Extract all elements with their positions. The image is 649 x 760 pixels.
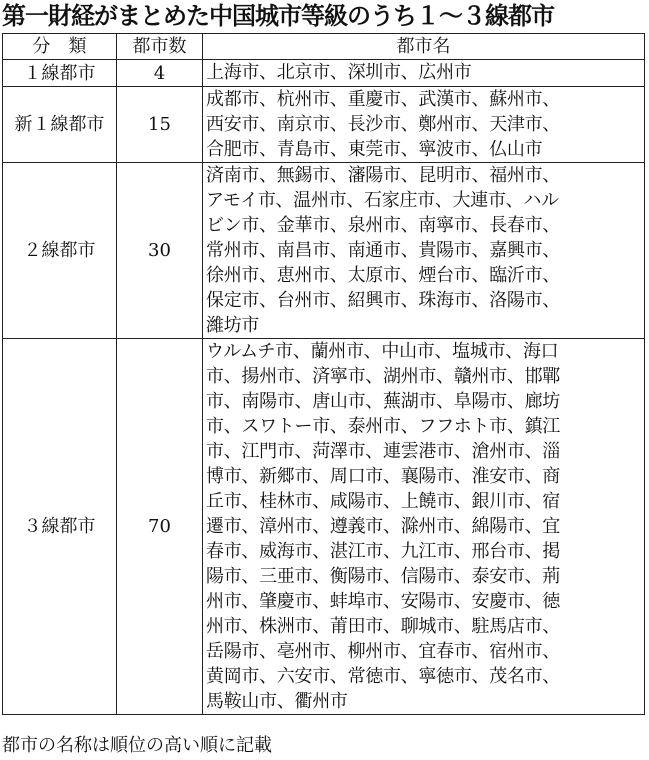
header-category: 分 類 bbox=[3, 34, 117, 60]
category-cell: 新１線都市 bbox=[3, 87, 117, 163]
cities-text: ウルムチ市、蘭州市、中山市、塩城市、海口 市、揚州市、済寧市、湖州市、贛州市、邯鄲 市、南陽市、唐山市、蕪湖市、阜陽市、廊坊 市、スワトー市、泰州市、フフホト市、鎮江 市、江門市、菏澤市、連雲港市、滄州市、淄 博市、新郷市、周口市、襄陽市、淮安市、商 丘市、桂林市、咸陽市、上饒市、銀川市、宿 遷市、漳州市、遵義市、滁州市、綿陽市、宜 春市、威海市、湛江市、九江市、邢台市、掲 陽市、三亜市、衡陽市、信陽市、泰安市、荊 州市、肇慶市、蚌埠市、安陽市、安慶市、徳 州市、株洲市、莆田市、聊城市、駐馬店市、 岳陽市、亳州市、柳州市、宜春市、宿州市、 黄岡市、六安市、常徳市、寧徳市、茂名市、 馬鞍山市、衢州市 bbox=[206, 341, 560, 712]
table-row-tier1 bbox=[3, 60, 645, 87]
cities-text: 上海市、北京市、深圳市、広州市 bbox=[206, 62, 472, 83]
category-cell: ２線都市 bbox=[3, 163, 117, 339]
count-cell: 30 bbox=[117, 163, 203, 339]
cities-cell bbox=[203, 339, 645, 715]
cities-cell bbox=[203, 163, 645, 339]
count-cell: 70 bbox=[117, 339, 203, 715]
table-row-new-tier1 bbox=[3, 87, 645, 163]
table-row-tier2 bbox=[3, 163, 645, 339]
header-city-names: 都市名 bbox=[203, 34, 645, 60]
count-cell: 15 bbox=[117, 87, 203, 163]
page-title: 第一財経がまとめた中国城市等級のうち１～３線都市 bbox=[2, 2, 554, 30]
cities-text: 成都市、杭州市、重慶市、武漢市、蘇州市、 西安市、南京市、長沙市、鄭州市、天津市、 合肥市、青島市、東莞市、寧波市、仏山市 bbox=[206, 89, 560, 160]
cities-cell bbox=[203, 87, 645, 163]
header-city-count: 都市数 bbox=[117, 34, 203, 60]
cities-text: 済南市、無錫市、瀋陽市、昆明市、福州市、 アモイ市、温州市、石家庄市、大連市、ハル ビン市、金華市、泉州市、南寧市、長春市、 常州市、南昌市、南通市、貴陽市、嘉興市、 徐州市、恵州市、太原市、煙台市、臨沂市、 保定市、台州市、紹興市、珠海市、洛陽市、 濰坊市 bbox=[206, 165, 560, 336]
city-tier-table bbox=[2, 33, 645, 715]
table-row-tier3 bbox=[3, 339, 645, 715]
count-cell: 4 bbox=[117, 60, 203, 87]
footnote: 都市の名称は順位の高い順に記載 bbox=[2, 735, 272, 756]
category-cell: ３線都市 bbox=[3, 339, 117, 715]
table-header-row bbox=[3, 34, 645, 60]
category-cell: １線都市 bbox=[3, 60, 117, 87]
cities-cell bbox=[203, 60, 645, 87]
